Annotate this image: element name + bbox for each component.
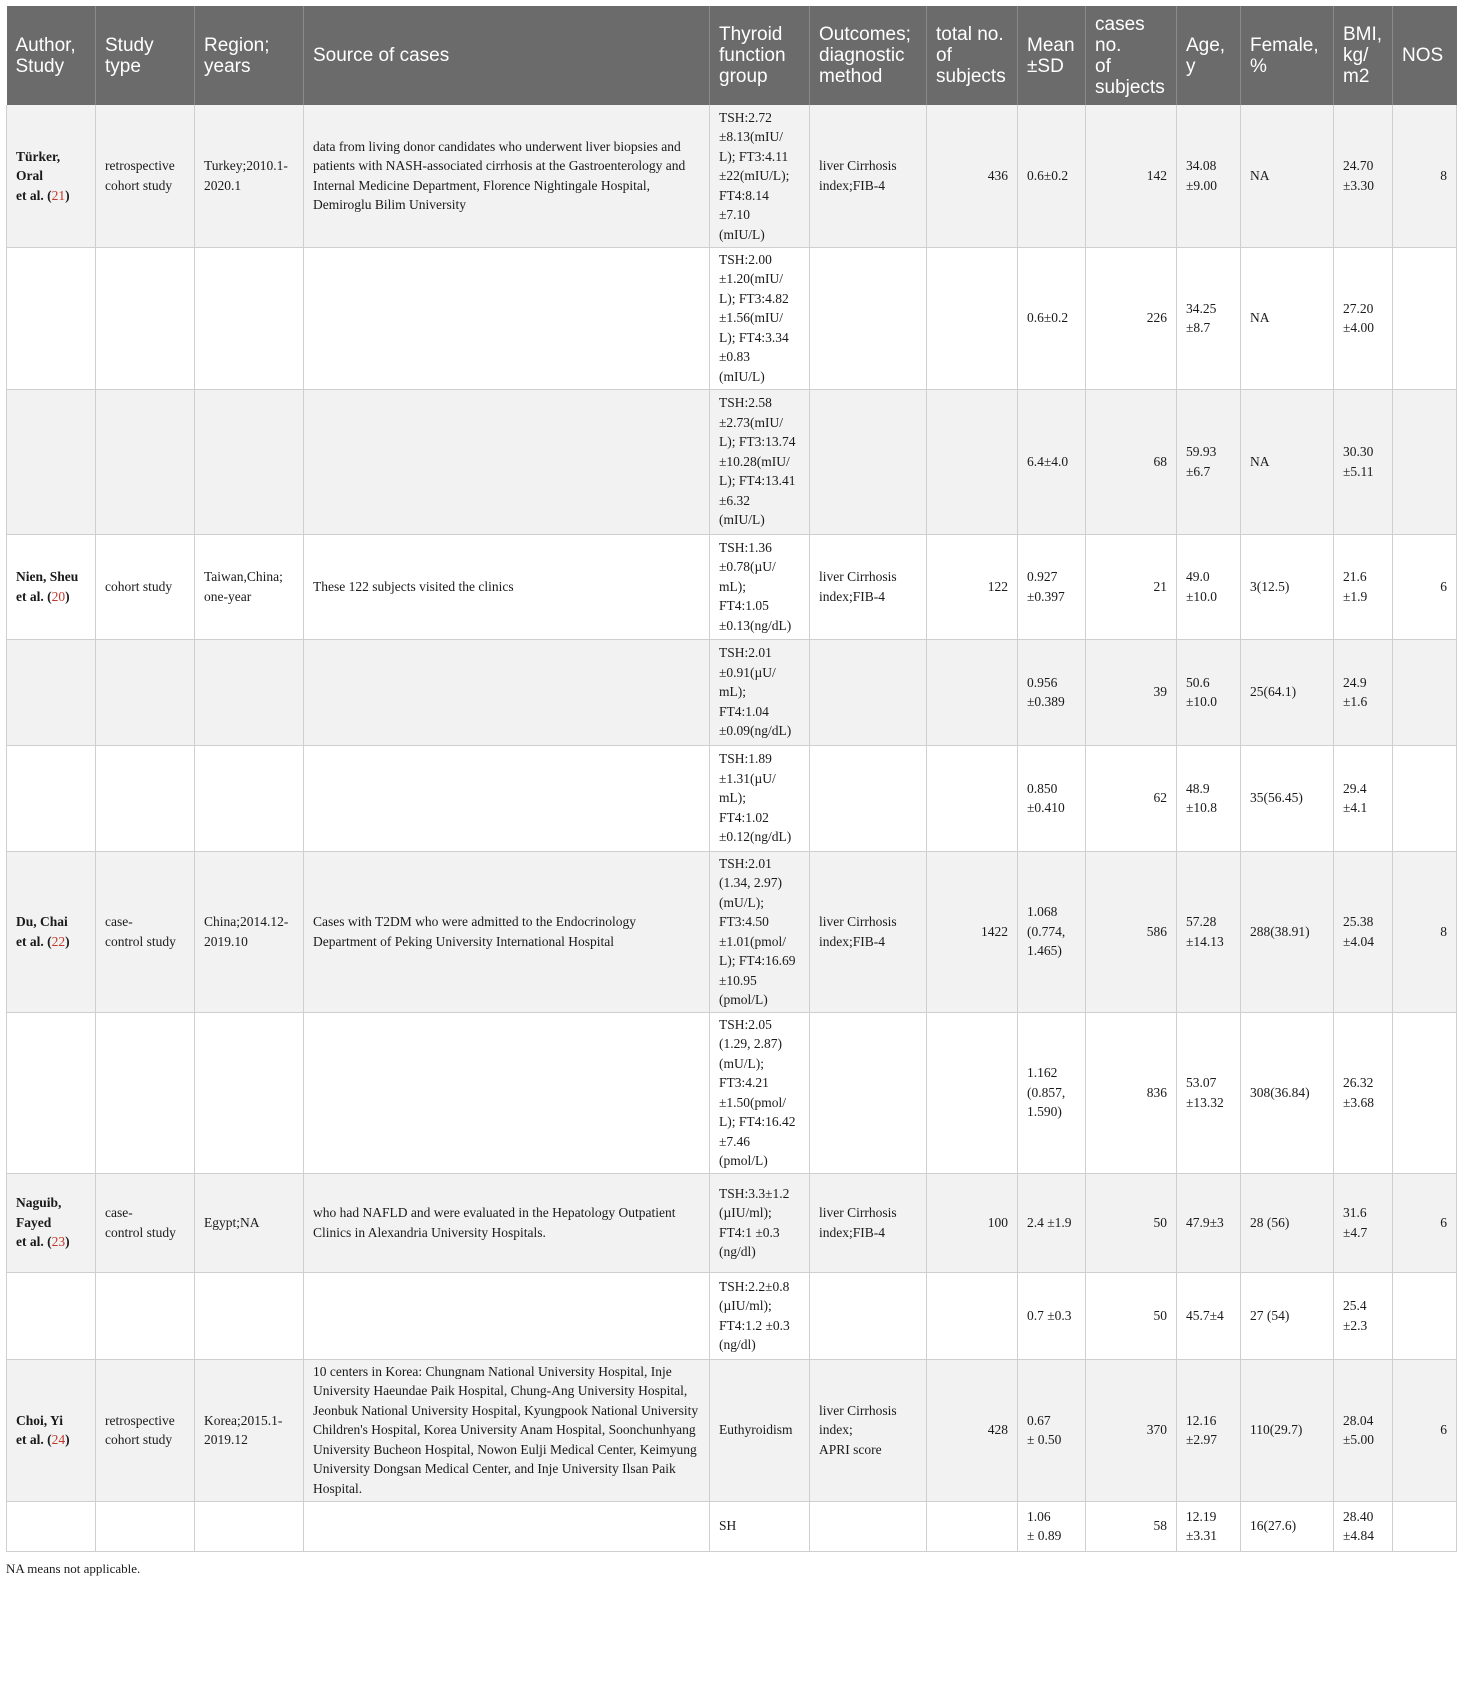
author-name: Du, Chai et al.	[16, 914, 68, 949]
cell-female: 308(36.84)	[1241, 1012, 1334, 1173]
table-row	[7, 247, 1457, 389]
reference-link[interactable]: 20	[51, 588, 66, 604]
table-footnote: NA means not applicable.	[6, 1560, 141, 1576]
header-total-subjects: total no. of subjects	[927, 6, 1018, 105]
cell-bmi: 30.30 ±5.11	[1334, 389, 1393, 534]
cell-mean: 6.4±4.0	[1018, 389, 1086, 534]
cell-cases: 586	[1086, 851, 1177, 1012]
cell-study-type	[96, 389, 195, 534]
header-bmi: BMI, kg/ m2	[1334, 6, 1393, 105]
cell-outcomes	[810, 1501, 927, 1551]
header-region-years: Region; years	[195, 6, 304, 105]
table-row	[7, 1359, 1457, 1501]
cell-nos: 6	[1393, 1359, 1457, 1501]
table-row	[7, 1272, 1457, 1359]
header-age: Age, y	[1177, 6, 1241, 105]
cell-author: Du, Chai et al. (22)	[7, 851, 96, 1012]
cell-total	[927, 389, 1018, 534]
cell-source: 10 centers in Korea: Chungnam National University Hospital, Inje University Haeundae Paik Hospital, Chung-Ang University Hospital, Jeonbuk National University Hospital, Kyungpook National University Children's Hospital, Korea University Anam Hospital, Soonchunhyang University Bucheon Hospital, Nowon Eulji Medical Center, Keimyung University Dongsan Medical Center, and Inje University Ilsan Paik Hospital.	[304, 1359, 710, 1501]
table-row	[7, 639, 1457, 745]
cell-source	[304, 745, 710, 851]
header-cases-subjects: cases no. of subjects	[1086, 6, 1177, 105]
cell-age: 50.6 ±10.0	[1177, 639, 1241, 745]
cell-nos: 6	[1393, 534, 1457, 639]
cell-outcomes	[810, 247, 927, 389]
cell-region: Taiwan,China; one-year	[195, 534, 304, 639]
cell-nos	[1393, 1501, 1457, 1551]
cell-female: NA	[1241, 105, 1334, 247]
cell-study-type: case- control study	[96, 851, 195, 1012]
cell-cases: 68	[1086, 389, 1177, 534]
cell-outcomes: liver Cirrhosis index;FIB-4	[810, 1173, 927, 1272]
cell-bmi: 27.20 ±4.00	[1334, 247, 1393, 389]
cell-region: Turkey;2010.1- 2020.1	[195, 105, 304, 247]
reference-link[interactable]: 24	[51, 1432, 66, 1447]
cell-mean: 0.6±0.2	[1018, 105, 1086, 247]
cell-mean: 1.162 (0.857, 1.590)	[1018, 1012, 1086, 1173]
cell-cases: 226	[1086, 247, 1177, 389]
cell-cases: 50	[1086, 1272, 1177, 1359]
cell-total: 428	[927, 1359, 1018, 1501]
cell-outcomes: liver Cirrhosis index;FIB-4	[810, 851, 927, 1012]
cell-author	[7, 1012, 96, 1173]
cell-female: 3(12.5)	[1241, 534, 1334, 639]
table-row	[7, 1012, 1457, 1173]
cell-total	[927, 745, 1018, 851]
cell-nos: 8	[1393, 851, 1457, 1012]
cell-source	[304, 247, 710, 389]
cell-author	[7, 247, 96, 389]
cell-source	[304, 1012, 710, 1173]
header-thyroid-function-group: Thyroid function group	[710, 6, 810, 105]
table-wrapper	[6, 6, 1456, 1577]
cell-mean: 0.6±0.2	[1018, 247, 1086, 389]
author-name: Naguib, Fayed et al.	[16, 1195, 62, 1250]
cell-cases: 50	[1086, 1173, 1177, 1272]
cell-region	[195, 639, 304, 745]
cell-author: Nien, Sheu et al. (20)	[7, 534, 96, 639]
cell-total	[927, 1012, 1018, 1173]
cell-thyroid: TSH:1.36 ±0.78(µU/ mL); FT4:1.05 ±0.13(ng/dL)	[710, 534, 810, 639]
cell-bmi: 29.4 ±4.1	[1334, 745, 1393, 851]
cell-bmi: 25.4 ±2.3	[1334, 1272, 1393, 1359]
cell-female: 27 (54)	[1241, 1272, 1334, 1359]
cell-cases: 142	[1086, 105, 1177, 247]
cell-cases: 62	[1086, 745, 1177, 851]
table-row	[7, 1173, 1457, 1272]
cell-source	[304, 389, 710, 534]
cell-mean: 0.927 ±0.397	[1018, 534, 1086, 639]
header-row	[7, 6, 1457, 105]
cell-study-type: retrospective cohort study	[96, 105, 195, 247]
cell-thyroid: TSH:2.01 ±0.91(µU/ mL); FT4:1.04 ±0.09(ng/dL)	[710, 639, 810, 745]
table-row	[7, 1501, 1457, 1551]
table-row	[7, 851, 1457, 1012]
cell-nos: 8	[1393, 105, 1457, 247]
cell-outcomes: liver Cirrhosis index;FIB-4	[810, 534, 927, 639]
cell-study-type	[96, 1272, 195, 1359]
cell-bmi: 26.32 ±3.68	[1334, 1012, 1393, 1173]
cell-mean: 0.67 ± 0.50	[1018, 1359, 1086, 1501]
cell-total	[927, 639, 1018, 745]
cell-total: 122	[927, 534, 1018, 639]
cell-total: 100	[927, 1173, 1018, 1272]
cell-author: Naguib, Fayed et al. (23)	[7, 1173, 96, 1272]
cell-author	[7, 639, 96, 745]
cell-nos	[1393, 389, 1457, 534]
cell-author	[7, 1501, 96, 1551]
cell-cases: 836	[1086, 1012, 1177, 1173]
cell-age: 59.93 ±6.7	[1177, 389, 1241, 534]
author-name: Choi, Yi et al.	[16, 1412, 64, 1447]
cell-nos	[1393, 247, 1457, 389]
cell-mean: 0.7 ±0.3	[1018, 1272, 1086, 1359]
cell-source: who had NAFLD and were evaluated in the Hepatology Outpatient Clinics in Alexandria University Hospitals.	[304, 1173, 710, 1272]
cell-cases: 39	[1086, 639, 1177, 745]
header-female-pct: Female, %	[1241, 6, 1334, 105]
cell-nos	[1393, 639, 1457, 745]
cell-region	[195, 1272, 304, 1359]
cell-nos	[1393, 745, 1457, 851]
cell-author: Choi, Yi et al. (24)	[7, 1359, 96, 1501]
cell-age: 12.16 ±2.97	[1177, 1359, 1241, 1501]
cell-cases: 370	[1086, 1359, 1177, 1501]
cell-thyroid: TSH:2.58 ±2.73(mIU/ L); FT3:13.74 ±10.28(mIU/ L); FT4:13.41 ±6.32 (mIU/L)	[710, 389, 810, 534]
cell-author	[7, 1272, 96, 1359]
cell-region	[195, 389, 304, 534]
cell-study-type: case- control study	[96, 1173, 195, 1272]
cell-female: 288(38.91)	[1241, 851, 1334, 1012]
cell-author	[7, 389, 96, 534]
cell-study-type	[96, 1012, 195, 1173]
cell-source	[304, 1501, 710, 1551]
reference-link[interactable]: 22	[51, 933, 66, 949]
cell-thyroid: Euthyroidism	[710, 1359, 810, 1501]
cell-author	[7, 745, 96, 851]
cell-age: 53.07 ±13.32	[1177, 1012, 1241, 1173]
cell-age: 48.9 ±10.8	[1177, 745, 1241, 851]
cell-female: 110(29.7)	[1241, 1359, 1334, 1501]
cell-region	[195, 1501, 304, 1551]
header-author-study: Author, Study	[7, 6, 96, 105]
cell-cases: 21	[1086, 534, 1177, 639]
cell-nos	[1393, 1272, 1457, 1359]
cell-nos	[1393, 1012, 1457, 1173]
cell-female: 16(27.6)	[1241, 1501, 1334, 1551]
cell-source: data from living donor candidates who underwent liver biopsies and patients with NASH-associated cirrhosis at the Gastroenterology and Internal Medicine Department, Florence Nightingale Hospital, Demiroglu Bilim University	[304, 105, 710, 247]
cell-outcomes: liver Cirrhosis index; APRI score	[810, 1359, 927, 1501]
cell-source: These 122 subjects visited the clinics	[304, 534, 710, 639]
cell-bmi: 24.9 ±1.6	[1334, 639, 1393, 745]
cell-outcomes	[810, 745, 927, 851]
cell-thyroid: TSH:2.00 ±1.20(mIU/ L); FT3:4.82 ±1.56(mIU/ L); FT4:3.34 ±0.83 (mIU/L)	[710, 247, 810, 389]
header-outcomes-method: Outcomes; diagnostic method	[810, 6, 927, 105]
header-mean-sd: Mean ±SD	[1018, 6, 1086, 105]
cell-age: 57.28 ±14.13	[1177, 851, 1241, 1012]
reference-link[interactable]: 23	[51, 1234, 66, 1250]
table-row	[7, 105, 1457, 247]
cell-age: 47.9±3	[1177, 1173, 1241, 1272]
table-body	[7, 105, 1457, 1551]
cell-bmi: 21.6 ±1.9	[1334, 534, 1393, 639]
cell-region: China;2014.12- 2019.10	[195, 851, 304, 1012]
cell-thyroid: TSH:2.2±0.8 (µIU/ml); FT4:1.2 ±0.3 (ng/dl)	[710, 1272, 810, 1359]
header-study-type: Study type	[96, 6, 195, 105]
header-source-of-cases: Source of cases	[304, 6, 710, 105]
cell-age: 34.08 ±9.00	[1177, 105, 1241, 247]
cell-author: Türker, Oral et al. (21)	[7, 105, 96, 247]
cell-age: 34.25 ±8.7	[1177, 247, 1241, 389]
cell-mean: 1.06 ± 0.89	[1018, 1501, 1086, 1551]
cell-mean: 0.956 ±0.389	[1018, 639, 1086, 745]
cell-female: 25(64.1)	[1241, 639, 1334, 745]
table-row	[7, 389, 1457, 534]
cell-mean: 1.068 (0.774, 1.465)	[1018, 851, 1086, 1012]
cell-age: 12.19 ±3.31	[1177, 1501, 1241, 1551]
cell-region: Korea;2015.1- 2019.12	[195, 1359, 304, 1501]
cell-cases: 58	[1086, 1501, 1177, 1551]
cell-bmi: 28.04 ±5.00	[1334, 1359, 1393, 1501]
cell-female: 28 (56)	[1241, 1173, 1334, 1272]
author-name: Nien, Sheu et al.	[16, 569, 79, 604]
cell-thyroid: TSH:2.01 (1.34, 2.97) (mU/L); FT3:4.50 ±1.01(pmol/ L); FT4:16.69 ±10.95 (pmol/L)	[710, 851, 810, 1012]
cell-outcomes	[810, 389, 927, 534]
author-name: Türker, Oral et al.	[16, 148, 61, 203]
cell-thyroid: TSH:2.72 ±8.13(mIU/ L); FT3:4.11 ±22(mIU/L); FT4:8.14 ±7.10 (mIU/L)	[710, 105, 810, 247]
cell-study-type: cohort study	[96, 534, 195, 639]
cell-source	[304, 1272, 710, 1359]
cell-total: 1422	[927, 851, 1018, 1012]
table-row	[7, 534, 1457, 639]
cell-source: Cases with T2DM who were admitted to the Endocrinology Department of Peking University International Hospital	[304, 851, 710, 1012]
cell-nos: 6	[1393, 1173, 1457, 1272]
reference-link[interactable]: 21	[51, 187, 66, 203]
cell-age: 49.0 ±10.0	[1177, 534, 1241, 639]
cell-outcomes: liver Cirrhosis index;FIB-4	[810, 105, 927, 247]
cell-outcomes	[810, 639, 927, 745]
cell-bmi: 31.6 ±4.7	[1334, 1173, 1393, 1272]
cell-mean: 2.4 ±1.9	[1018, 1173, 1086, 1272]
cell-thyroid: TSH:3.3±1.2 (µIU/ml); FT4:1 ±0.3 (ng/dl)	[710, 1173, 810, 1272]
cell-outcomes	[810, 1012, 927, 1173]
cell-bmi: 25.38 ±4.04	[1334, 851, 1393, 1012]
cell-female: NA	[1241, 389, 1334, 534]
cell-thyroid: TSH:1.89 ±1.31(µU/ mL); FT4:1.02 ±0.12(ng/dL)	[710, 745, 810, 851]
study-characteristics-table	[6, 6, 1457, 1552]
cell-female: 35(56.45)	[1241, 745, 1334, 851]
cell-study-type	[96, 745, 195, 851]
cell-study-type	[96, 639, 195, 745]
cell-study-type	[96, 1501, 195, 1551]
cell-region	[195, 745, 304, 851]
cell-total	[927, 247, 1018, 389]
cell-total	[927, 1272, 1018, 1359]
cell-region	[195, 1012, 304, 1173]
cell-region: Egypt;NA	[195, 1173, 304, 1272]
header-nos: NOS	[1393, 6, 1457, 105]
table-row	[7, 745, 1457, 851]
cell-mean: 0.850 ±0.410	[1018, 745, 1086, 851]
cell-source	[304, 639, 710, 745]
cell-total	[927, 1501, 1018, 1551]
cell-age: 45.7±4	[1177, 1272, 1241, 1359]
cell-study-type	[96, 247, 195, 389]
cell-thyroid: TSH:2.05 (1.29, 2.87) (mU/L); FT3:4.21 ±1.50(pmol/ L); FT4:16.42 ±7.46 (pmol/L)	[710, 1012, 810, 1173]
cell-region	[195, 247, 304, 389]
cell-female: NA	[1241, 247, 1334, 389]
cell-outcomes	[810, 1272, 927, 1359]
cell-thyroid: SH	[710, 1501, 810, 1551]
cell-bmi: 24.70 ±3.30	[1334, 105, 1393, 247]
cell-bmi: 28.40 ±4.84	[1334, 1501, 1393, 1551]
cell-study-type: retrospective cohort study	[96, 1359, 195, 1501]
cell-total: 436	[927, 105, 1018, 247]
